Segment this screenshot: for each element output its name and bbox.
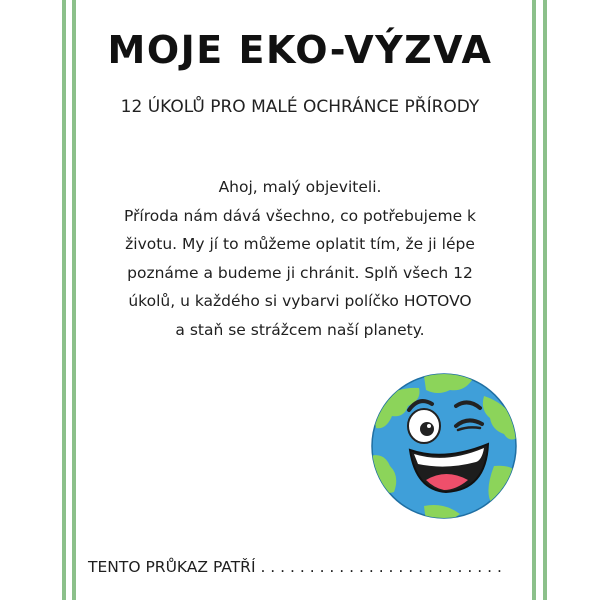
intro-line: Příroda nám dává všechno, co potřebujeme k: [123, 206, 477, 225]
smiling-earth-icon: [364, 366, 524, 526]
left-border-line-outer: [62, 0, 66, 600]
left-border-line-inner: [72, 0, 76, 600]
right-border-line-inner: [532, 0, 536, 600]
intro-line: poznáme a budeme ji chránit. Splň všech 12: [127, 263, 473, 282]
page-title: MOJE EKO-VÝZVA: [107, 28, 493, 72]
page-subtitle: 12 ÚKOLŮ PRO MALÉ OCHRÁNCE PŘÍRODY: [120, 97, 480, 117]
intro-line: a staň se strážcem naší planety.: [175, 320, 425, 339]
intro-text: [85, 173, 515, 344]
intro-line: životu. My jí to můžeme oplatit tím, že ji lépe: [125, 235, 475, 253]
intro-line: Ahoj, malý objeviteli.: [218, 178, 382, 196]
intro-line: úkolů, u každého si vybarvi políčko HOTOVO: [128, 292, 472, 310]
right-border-line-outer: [543, 0, 547, 600]
owner-line: TENTO PRŮKAZ PATŘÍ . . . . . . . . . . . . . . . . . . . . . . . . .: [88, 558, 502, 576]
